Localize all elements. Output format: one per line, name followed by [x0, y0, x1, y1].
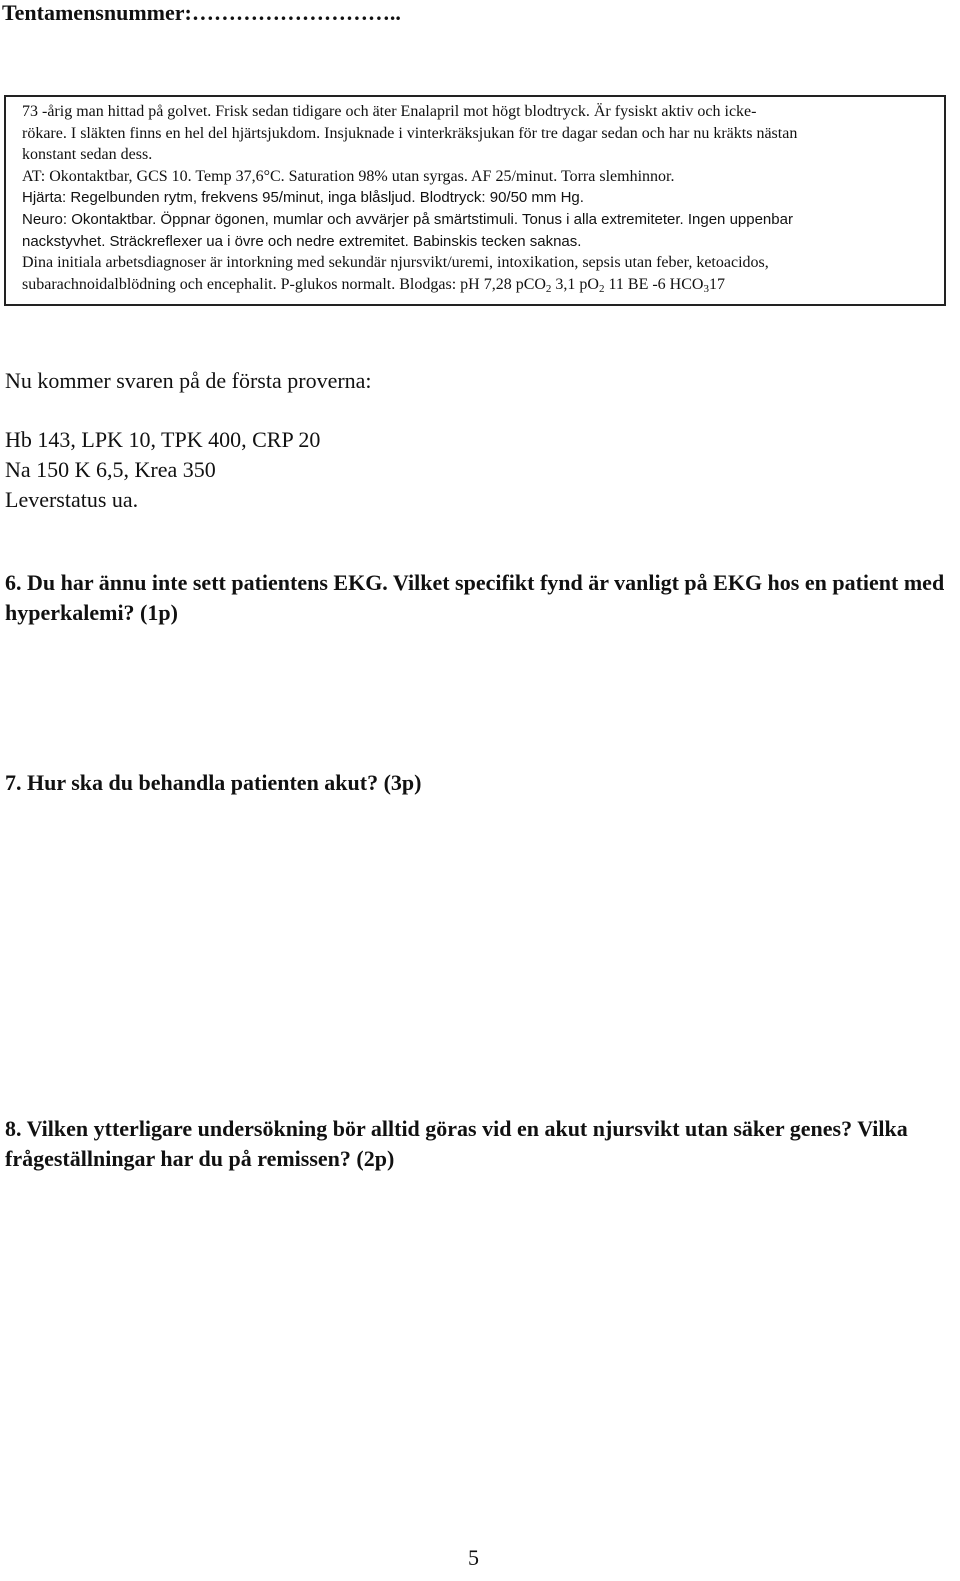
- case-line-general-status: AT: Okontaktbar, GCS 10. Temp 37,6°C. Saturation 98% utan syrgas. AF 25/minut. Torra slemhinnor.: [22, 167, 675, 185]
- case-line-heart-status: Hjärta: Regelbunden rytm, frekvens 95/minut, inga blåsljud. Blodtryck: 90/50 mm Hg.: [22, 189, 584, 207]
- lab-line-electrolytes: Na 150 K 6,5, Krea 350: [5, 457, 216, 482]
- po2-value: 11 BE -6 HCO: [604, 275, 704, 293]
- lab-results: [5, 425, 320, 515]
- question-6: 6. Du har ännu inte sett patientens EKG. Vilket specifikt fynd är vanligt på EKG hos en patient med hyperkalemi? (1p): [5, 570, 945, 625]
- case-line-history: 73 -årig man hittad på golvet. Frisk sedan tidigare och äter Enalapril mot högt blodtryck. Är fysiskt aktiv och icke-: [22, 103, 757, 120]
- question-7: 7. Hur ska du behandla patienten akut? (3p): [5, 770, 422, 795]
- po2-subscript: 2: [598, 282, 605, 295]
- hco3-value: 17: [708, 275, 725, 293]
- lab-line-liver: Leverstatus ua.: [5, 487, 139, 512]
- case-line-blood-gas: [22, 274, 936, 296]
- pco2-subscript: 2: [545, 282, 552, 295]
- lab-line-blood-count: Hb 143, LPK 10, TPK 400, CRP 20: [5, 427, 321, 452]
- case-line-family-history: rökare. I släkten finns en hel del hjärtsjukdom. Insjuknade i vinterkräksjukan för tre dagar sedan och har nu kräkts nästan: [22, 124, 798, 142]
- hco3-subscript: 3: [703, 282, 709, 295]
- case-line-duration: konstant sedan dess.: [22, 146, 153, 164]
- blood-gas-text: subarachnoidalblödning och encephalit. P-glukos normalt. Blodgas: pH 7,28 pCO: [22, 275, 546, 293]
- lab-results-intro: Nu kommer svaren på de första proverna:: [5, 368, 372, 393]
- exam-number-header: Tentamensnummer:………………………..: [2, 0, 401, 25]
- case-line-neuro-status: Neuro: Okontaktbar. Öppnar ögonen, mumlar och avvärjer på smärtstimuli. Tonus i alla extremiteter. Ingen uppenbar: [22, 210, 793, 228]
- question-8: 8. Vilken ytterligare undersökning bör alltid göras vid en akut njursvikt utan säker genes? Vilka frågeställningar har du på remissen? (2p): [5, 1116, 908, 1171]
- case-line-reflexes: nackstyvhet. Sträckreflexer ua i övre och nedre extremitet. Babinskis tecken saknas.: [22, 232, 582, 250]
- case-line-diagnoses: Dina initiala arbetsdiagnoser är intorkning med sekundär njursvikt/uremi, intoxikation, sepsis utan feber, ketoacidos,: [22, 254, 769, 272]
- case-description-box: [4, 95, 946, 306]
- page-number: 5: [468, 1545, 479, 1570]
- pco2-value: 3,1 pO: [551, 275, 599, 293]
